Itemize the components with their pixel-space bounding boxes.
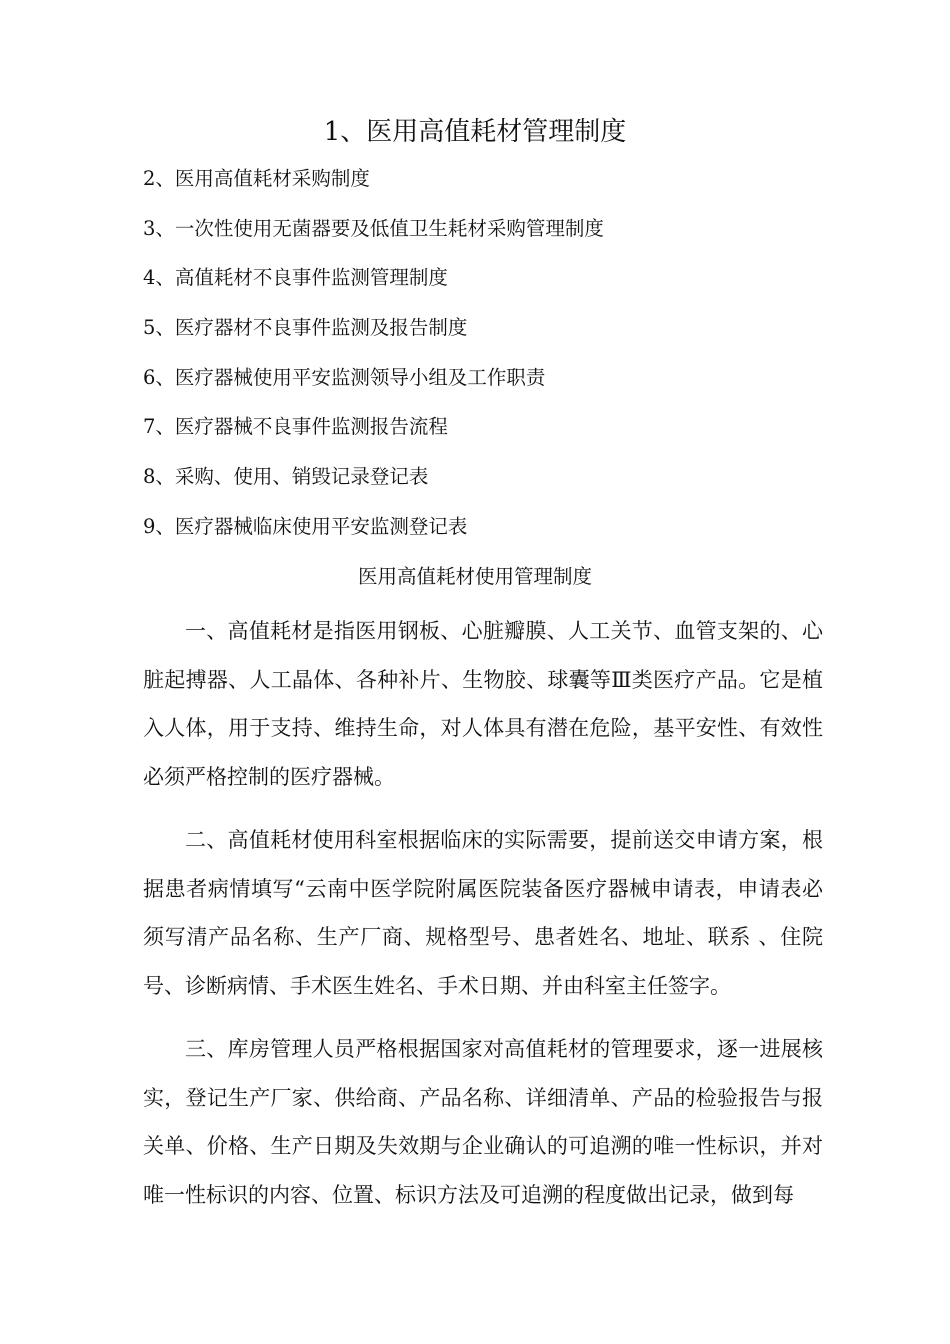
paragraph: 三、库房管理人员严格根据国家对高值耗材的管理要求，逐一进展核实，登记生产厂家、供给商、产品名称、详细清单、产品的检验报告与报关单、价格、生产日期及失效期与企业确认的可追溯的唯一性标识，并对唯一性标识的内容、位置、标识方法及可追溯的程度做出记录，做到每 [143, 1037, 823, 1207]
toc-item: 2、医用高值耗材采购制度 [143, 167, 370, 190]
section-title: 医用高值耗材使用管理制度 [357, 565, 592, 588]
table-of-contents [143, 162, 843, 560]
paragraph: 一、高值耗材是指医用钢板、心脏瓣膜、人工关节、血管支架的、心脏起搏器、人工晶体、各种补片、生物胶、球囊等Ⅲ类医疗产品。它是植入人体，用于支持、维持生命，对人体具有潜在危险，基平安性、有效性必须严格控制的医疗器械。 [143, 619, 823, 789]
toc-item: 4、高值耗材不良事件监测管理制度 [143, 266, 448, 290]
section-body [143, 607, 823, 1234]
toc-item: 6、医疗器械使用平安监测领导小组及工作职责 [143, 365, 546, 389]
toc-item: 7、医疗器械不良事件监测报告流程 [143, 415, 448, 439]
toc-item: 9、医疗器械临床使用平安监测登记表 [143, 514, 468, 538]
toc-item: 8、采购、使用、销毁记录登记表 [143, 465, 429, 489]
paragraph: 二、高值耗材使用科室根据临床的实际需要，提前送交申请方案，根据患者病情填写“云南中医学院附属医院装备医疗器械申请表，申请表必须写清产品名称、生产厂商、规格型号、患者姓名、地址、联系 、住院号、诊断病情、手术医生姓名、手术日期、并由科室主任签字。 [143, 828, 823, 998]
document-title: 1、医用高值耗材管理制度 [323, 117, 627, 147]
toc-item: 5、医疗器材不良事件监测及报告制度 [143, 316, 468, 340]
toc-item: 3、一次性使用无菌器要及低值卫生耗材采购管理制度 [143, 216, 604, 240]
